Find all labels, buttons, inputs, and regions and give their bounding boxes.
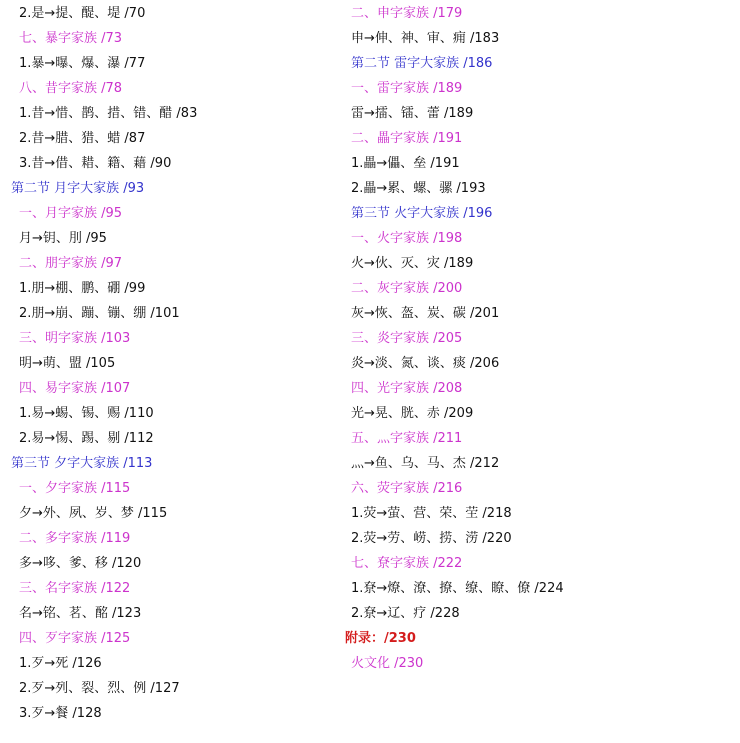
right-toc-entry: 2.畾→累、螺、骡 /193 <box>351 181 486 196</box>
right-toc-entry: 灰→恢、盔、炭、碳 /201 <box>351 306 500 321</box>
right-toc-entry: 1.荧→萤、营、荣、茔 /218 <box>351 506 512 521</box>
left-family-heading: 四、易字家族 /107 <box>19 381 131 396</box>
left-section-heading: 第三节 夕字大家族 /113 <box>11 456 153 471</box>
right-toc-entry: 2.荧→劳、崂、捞、涝 /220 <box>351 531 512 546</box>
right-section-heading: 第三节 火字大家族 /196 <box>351 206 493 221</box>
right-family-heading: 七、尞字家族 /222 <box>351 556 463 571</box>
toc-right-column <box>340 1 740 676</box>
right-toc-entry: 灬→鱼、乌、马、杰 /212 <box>351 456 500 471</box>
right-family-heading: 一、雷字家族 /189 <box>351 81 463 96</box>
left-toc-entry: 1.昔→惜、鹊、措、错、醋 /83 <box>19 106 198 121</box>
right-toc-entry: 雷→擂、镭、蕾 /189 <box>351 106 474 121</box>
left-toc-entry: 2.朋→崩、蹦、镚、绷 /101 <box>19 306 180 321</box>
right-section-heading: 第二节 雷字大家族 /186 <box>351 56 493 71</box>
right-family-heading: 六、荧字家族 /216 <box>351 481 463 496</box>
right-toc-entry: 炎→淡、氮、谈、痰 /206 <box>351 356 500 371</box>
right-toc-entry: 申→伸、神、审、痈 /183 <box>351 31 500 46</box>
left-toc-entry: 夕→外、夙、岁、梦 /115 <box>19 506 168 521</box>
left-section-heading: 第二节 月字大家族 /93 <box>11 181 145 196</box>
right-appendix-heading: 附录：/230 <box>345 631 416 646</box>
left-toc-entry: 3.昔→借、耤、籍、藉 /90 <box>19 156 172 171</box>
right-toc-entry: 火→伙、灭、灾 /189 <box>351 256 474 271</box>
right-family-heading: 火文化 /230 <box>351 656 424 671</box>
right-family-heading: 五、灬字家族 /211 <box>351 431 463 446</box>
left-family-heading: 八、昔字家族 /78 <box>19 81 123 96</box>
right-family-heading: 二、申字家族 /179 <box>351 6 463 21</box>
left-toc-entry: 1.歹→死 /126 <box>19 656 102 671</box>
left-toc-entry: 2.昔→腊、猎、蜡 /87 <box>19 131 146 146</box>
left-toc-entry: 1.朋→棚、鹏、硼 /99 <box>19 281 146 296</box>
left-family-heading: 一、月字家族 /95 <box>19 206 123 221</box>
left-family-heading: 七、暴字家族 /73 <box>19 31 123 46</box>
left-family-heading: 三、名字家族 /122 <box>19 581 131 596</box>
right-toc-entry: 1.尞→燎、潦、撩、缭、瞭、僚 /224 <box>351 581 564 596</box>
right-toc-entry: 2.尞→辽、疗 /228 <box>351 606 460 621</box>
right-toc-entry: 光→晃、胱、赤 /209 <box>351 406 474 421</box>
left-toc-entry: 多→哆、爹、移 /120 <box>19 556 142 571</box>
toc-left-column <box>0 1 340 726</box>
left-toc-entry: 2.易→惕、踢、剔 /112 <box>19 431 154 446</box>
left-toc-entry: 2.是→提、醍、堤 /70 <box>19 6 146 21</box>
left-toc-entry: 2.歹→列、裂、烈、例 /127 <box>19 681 180 696</box>
right-toc-entry: 1.畾→儡、垒 /191 <box>351 156 460 171</box>
right-family-heading: 二、畾字家族 /191 <box>351 131 463 146</box>
right-family-heading: 四、光字家族 /208 <box>351 381 463 396</box>
left-family-heading: 二、多字家族 /119 <box>19 531 131 546</box>
left-family-heading: 四、歹字家族 /125 <box>19 631 131 646</box>
left-family-heading: 二、朋字家族 /97 <box>19 256 123 271</box>
right-family-heading: 三、炎字家族 /205 <box>351 331 463 346</box>
right-family-heading: 一、火字家族 /198 <box>351 231 463 246</box>
left-toc-entry: 3.歹→餐 /128 <box>19 706 102 721</box>
left-toc-entry: 1.易→蜴、锡、赐 /110 <box>19 406 154 421</box>
left-toc-entry: 名→铭、茗、酩 /123 <box>19 606 142 621</box>
left-toc-entry: 明→萌、盟 /105 <box>19 356 116 371</box>
left-toc-entry: 1.暴→曝、爆、瀑 /77 <box>19 56 146 71</box>
left-toc-entry: 月→钥、刖 /95 <box>19 231 107 246</box>
left-family-heading: 三、明字家族 /103 <box>19 331 131 346</box>
right-family-heading: 二、灰字家族 /200 <box>351 281 463 296</box>
left-family-heading: 一、夕字家族 /115 <box>19 481 131 496</box>
